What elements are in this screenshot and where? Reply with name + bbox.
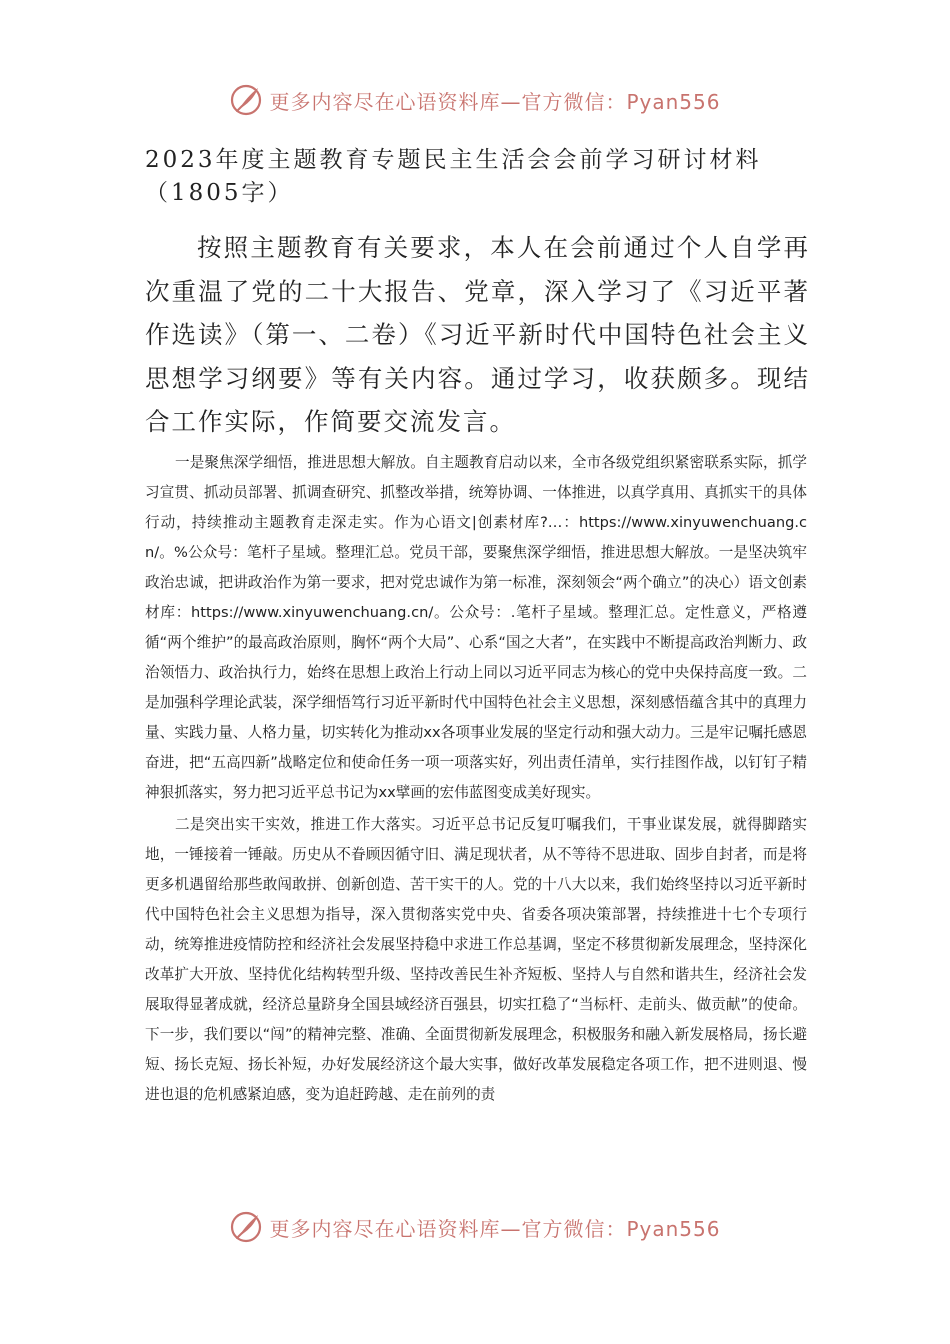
watermark-text: 更多内容尽在心语资料库—官方微信：Pyan556 — [269, 1216, 721, 1241]
watermark-content — [229, 1210, 720, 1244]
quill-pen-logo-icon — [229, 83, 263, 117]
document-body — [145, 448, 807, 1110]
quill-pen-logo-icon — [229, 1210, 263, 1244]
body-paragraph-2: 二是突出实干实效，推进工作大落实。习近平总书记反复叮嘱我们，干事业谋发展，就得脚踏实地，一锤接着一锤敲。历史从不眷顾因循守旧、满足现状者，从不等待不思进取、固步自封者，而是将更多机遇留给那些敢闯敢拼、创新创造、苦干实干的人。党的十八大以来，我们始终坚持以习近平新时代中国特色社会主义思想为指导，深入贯彻落实党中央、省委各项决策部署，持续推进十七个专项行动，统筹推进疫情防控和经济社会发展坚持稳中求进工作总基调，坚定不移贯彻新发展理念，坚持深化改革扩大开放、坚持优化结构转型升级、坚持改善民生补齐短板、坚持人与自然和谐共生，经济社会发展取得显著成就，经济总量跻身全国县域经济百强县，切实扛稳了“当标杆、走前头、做贡献”的使命。下一步，我们要以“闯”的精神完整、准确、全面贯彻新发展理念，积极服务和融入新发展格局，扬长避短、扬长克短、扬长补短，办好发展经济这个最大实事，做好改革发展稳定各项工作，把不进则退、慢进也退的危机感紧迫感，变为追赶跨越、走在前列的责 — [145, 816, 807, 1103]
watermark-banner-top — [0, 80, 950, 120]
lead-paragraph: 按照主题教育有关要求，本人在会前通过个人自学再次重温了党的二十大报告、党章，深入学习了《习近平著作选读》（第一、二卷）《习近平新时代中国特色社会主义思想学习纲要》等有关内容。通过学习，收获颇多。现结合工作实际，作简要交流发言。 — [145, 233, 810, 436]
watermark-banner-bottom — [0, 1207, 950, 1247]
watermark-content — [229, 83, 720, 117]
body-paragraph-1: 一是聚焦深学细悟，推进思想大解放。自主题教育启动以来，全市各级党组织紧密联系实际，抓学习宣贯、抓动员部署、抓调查研究、抓整改举措，统筹协调、一体推进，以真学真用、真抓实干的具体行动，持续推动主题教育走深走实。作为心语文|创素材库?…：https://www.xinyuwenchuang.cn/。%公众号：笔杆子星域。整理汇总。党员干部，要聚焦深学细悟，推进思想大解放。一是坚决筑牢政治忠诚，把讲政治作为第一要求，把对党忠诚作为第一标准，深刻领会“两个确立”的决心）语文创素材库：https://www.xinyuwenchuang.cn/。公众号：.笔杆子星域。整理汇总。定性意义，严格遵循“两个维护”的最高政治原则，胸怀“两个大局”、心系“国之大者”，在实践中不断提高政治判断力、政治领悟力、政治执行力，始终在思想上政治上行动上同以习近平同志为核心的党中央保持高度一致。二是加强科学理论武装，深学细悟笃行习近平新时代中国特色社会主义思想，深刻感悟蕴含其中的真理力量、实践力量、人格力量，切实转化为推动xx各项事业发展的坚定行动和强大动力。三是牢记嘱托感恩奋进，把“五高四新”战略定位和使命任务一项一项落实好，列出责任清单，实行挂图作战，以钉钉子精神狠抓落实，努力把习近平总书记为xx擘画的宏伟蓝图变成美好现实。 — [145, 454, 807, 801]
document-title: 2023年度主题教育专题民主生活会会前学习研讨材料（1805字） — [145, 147, 762, 206]
watermark-text: 更多内容尽在心语资料库—官方微信：Pyan556 — [269, 89, 721, 114]
